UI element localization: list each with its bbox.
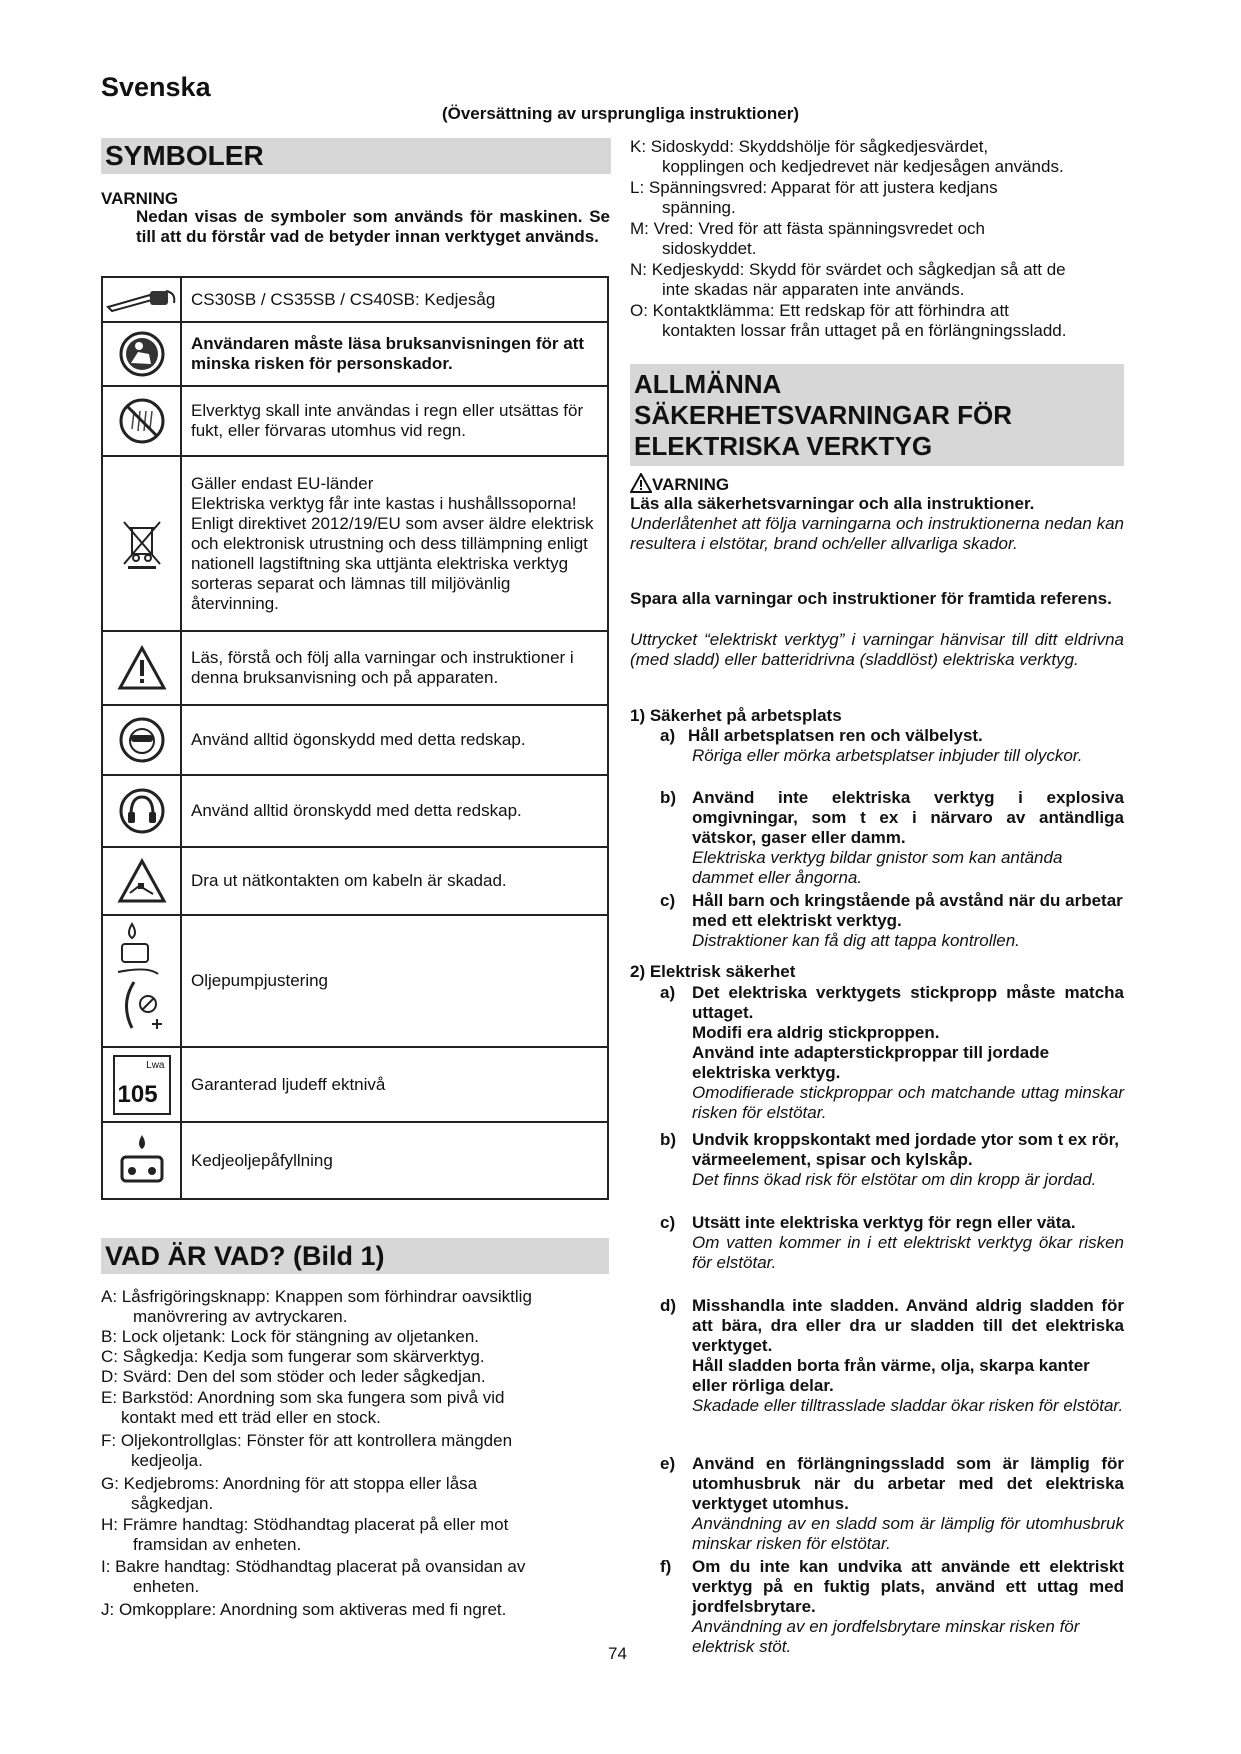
part-item: F: Oljekontrollglas: Fönster för att kontrollera mängden kedjeolja. — [101, 1431, 513, 1470]
part-item: J: Omkopplare: Anordning som aktiveras med fi ngret. — [101, 1600, 507, 1619]
symbols-table — [101, 276, 609, 1200]
symbol-row — [103, 323, 607, 387]
part-item: L: Spänningsvred: Apparat för att justera kedjans spänning. — [630, 178, 998, 217]
symbol-row-text: Läs, förstå och följ alla varningar och instruktioner i denna bruksanvisning och på apparaten. — [191, 648, 574, 687]
symbol-row — [103, 632, 607, 706]
warning-triangle-icon — [630, 473, 652, 493]
symbols-heading: SYMBOLER — [101, 138, 611, 174]
symbol-row-text: Elverktyg skall inte användas i regn eller utsättas för fukt, eller förvaras utomhus vid regn. — [191, 401, 584, 440]
symbol-row-text: Gäller endast EU-länder Elektriska verktyg får inte kastas i hushållssoporna! Enligt direktivet 2012/19/EU som avser äldre elektrisk och elektronisk utrustning och dess tillämpning enligt nationell lagstiftning ska uttjänta elektriska verktyg sorteras separat och lämnas till miljövänlig återvinning. — [191, 473, 594, 613]
part-item: A: Låsfrigöringsknapp: Knappen som förhindrar oavsiktlig manövrering av avtryckaren. — [101, 1287, 532, 1326]
oil-pump-adjust-icon — [103, 916, 182, 1046]
part-item: O: Kontaktklämma: Ett redskap för att förhindra att kontakten lossar från uttaget på en förlängningssladd. — [630, 301, 1067, 340]
warning-triangle-icon — [103, 632, 182, 704]
part-item: H: Främre handtag: Stödhandtag placerat på eller mot framsidan av enheten. — [101, 1515, 509, 1554]
sound-level-unit: Lwa — [146, 1059, 165, 1071]
symbol-row-text: Oljepumpjustering — [191, 971, 329, 990]
symbol-row-text: Kedjeoljepåfyllning — [191, 1150, 333, 1170]
no-rain-icon — [103, 387, 182, 455]
rule-item: d) Misshandla inte sladden. Använd aldrig sladden för att bära, dra eller dra ur sladden till det elektriska verktyget. Håll sladden borta från värme, olja, skarpa kanter eller rörliga delar. Skadade eller tilltrasslade sladdar ökar risken för elstötar. — [660, 1296, 1124, 1415]
general-warning: VARNING — [630, 473, 729, 495]
symbol-row — [103, 1123, 607, 1198]
rule-item: b) Undvik kroppskontakt med jordade ytor som t ex rör, värmeelement, spisar och kylskåp. Det finns ökad risk för elstötar om din kropp är jordad. — [660, 1130, 1119, 1189]
symbol-row-text: Använd alltid ögonskydd med detta redskap. — [191, 730, 526, 749]
symbols-warning-label: VARNING — [101, 189, 179, 208]
part-item: I: Bakre handtag: Stödhandtag placerat på ovansidan av enheten. — [101, 1557, 526, 1596]
part-item: E: Barkstöd: Anordning som ska fungera som pivå vid kontakt med ett träd eller en stock. — [101, 1388, 505, 1427]
read-manual-icon — [103, 323, 182, 385]
read-all-text: Läs alla säkerhetsvarningar och alla instruktioner. — [630, 494, 1035, 513]
general-safety-heading: ALLMÄNNA SÄKERHETSVARNINGAR FÖR ELEKTRISKA VERKTYG — [630, 364, 1124, 466]
part-item: G: Kedjebroms: Anordning för att stoppa eller låsa sågkedjan. — [101, 1474, 478, 1513]
symbol-row-text: Använd alltid öronskydd med detta redskap. — [191, 801, 522, 820]
translation-subtitle: (Översättning av ursprungliga instruktioner) — [441, 104, 800, 123]
rule-item: a) Håll arbetsplatsen ren och välbelyst. Röriga eller mörka arbetsplatser inbjuder till olyckor. — [660, 726, 1083, 765]
read-all-note: Underlåtenhet att följa varningarna och instruktionerna nedan kan resultera i elstötar, brand och/eller allvarliga skador. — [630, 514, 1124, 553]
weee-bin-icon — [103, 457, 182, 630]
section-1-title: 1) Säkerhet på arbetsplats — [630, 706, 842, 725]
sound-level-icon — [103, 1048, 182, 1121]
symbol-row-text: CS30SB / CS35SB / CS40SB: Kedjesåg — [191, 289, 496, 309]
part-item: K: Sidoskydd: Skyddshölje för sågkedjesvärdet, kopplingen och kedjedrevet när kedjesågen används. — [630, 137, 1064, 176]
symbol-row-text: Garanterad ljudeff ektnivå — [191, 1074, 386, 1094]
rule-item: b) Använd inte elektriska verktyg i explosiva omgivningar, som t ex i närvaro av antändliga vätskor, gaser eller damm. Elektriska verktyg bildar gnistor som kan antända dammet eller ångorna. — [660, 788, 1124, 887]
part-item: B: Lock oljetank: Lock för stängning av oljetanken. — [101, 1327, 480, 1346]
section-2-title: 2) Elektrisk säkerhet — [630, 962, 796, 981]
vad-heading: VAD ÄR VAD? (Bild 1) — [101, 1238, 609, 1274]
symbol-row — [103, 387, 607, 457]
save-all-text: Spara alla varningar och instruktioner för framtida referens. — [630, 589, 1112, 608]
symbol-row — [103, 776, 607, 848]
language-title: Svenska — [101, 72, 211, 102]
eye-protection-icon — [103, 706, 182, 774]
part-item: N: Kedjeskydd: Skydd för svärdet och sågkedjan så att de inte skadas när apparaten inte används. — [630, 260, 1066, 299]
oil-fill-icon — [103, 1123, 182, 1198]
sound-level-value: 105 — [117, 1080, 158, 1108]
symbol-row-text: Användaren måste läsa bruksanvisningen för att minska risken för personskador. — [191, 334, 585, 373]
part-item: M: Vred: Vred för att fästa spänningsvredet och sidoskyddet. — [630, 219, 985, 258]
symbols-warning-text: Nedan visas de symboler som används för maskinen. Se till att du förstår vad de betyder innan verktyget används. — [136, 207, 610, 246]
unplug-icon — [103, 848, 182, 914]
rule-item: c) Håll barn och kringstående på avstånd när du arbetar med ett elektriskt verktyg. Distraktioner kan få dig att tappa kontrollen. — [660, 891, 1123, 950]
rule-item: c) Utsätt inte elektriska verktyg för regn eller väta. Om vatten kommer in i ett elektriskt verktyg ökar risken för elstötar. — [660, 1213, 1124, 1272]
ear-protection-icon — [103, 776, 182, 846]
symbol-row — [103, 916, 607, 1048]
rule-item: f) Om du inte kan undvika att använde ett elektriskt verktyg på en fuktig plats, använd ett uttag med jordfelsbrytare. Användning av en jordfelsbrytare minskar risken för elektrisk stöt. — [660, 1557, 1124, 1656]
chainsaw-icon — [103, 278, 182, 321]
symbol-row — [103, 1048, 607, 1123]
part-item: C: Sågkedja: Kedja som fungerar som skärverktyg. — [101, 1347, 485, 1366]
symbol-row-text: Dra ut nätkontakten om kabeln är skadad. — [191, 871, 507, 890]
term-note: Uttrycket “elektriskt verktyg” i varningar hänvisar till ditt eldrivna (med sladd) eller batteridrivna (sladdlöst) elektriska verktyg. — [630, 630, 1124, 669]
symbol-row — [103, 706, 607, 776]
rule-item: a) Det elektriska verktygets stickpropp måste matcha uttaget. Modifi era aldrig stickproppen. Använd inte adapterstickproppar till jordade elektriska verktyg. Omodifierade stickproppar och matchande uttag minskar risken för elstötar. — [660, 983, 1124, 1122]
part-item: D: Svärd: Den del som stöder och leder sågkedjan. — [101, 1367, 486, 1386]
rule-item: e) Använd en förlängningssladd som är lämplig för utomhusbruk när du arbetar med det elektriska verktyget utomhus. Användning av en sladd som är lämplig för utomhusbruk minskar risken för elstötar. — [660, 1454, 1124, 1553]
symbol-row — [103, 848, 607, 916]
symbol-row — [103, 278, 607, 323]
symbol-row — [103, 457, 607, 632]
page-number: 74 — [608, 1644, 627, 1663]
